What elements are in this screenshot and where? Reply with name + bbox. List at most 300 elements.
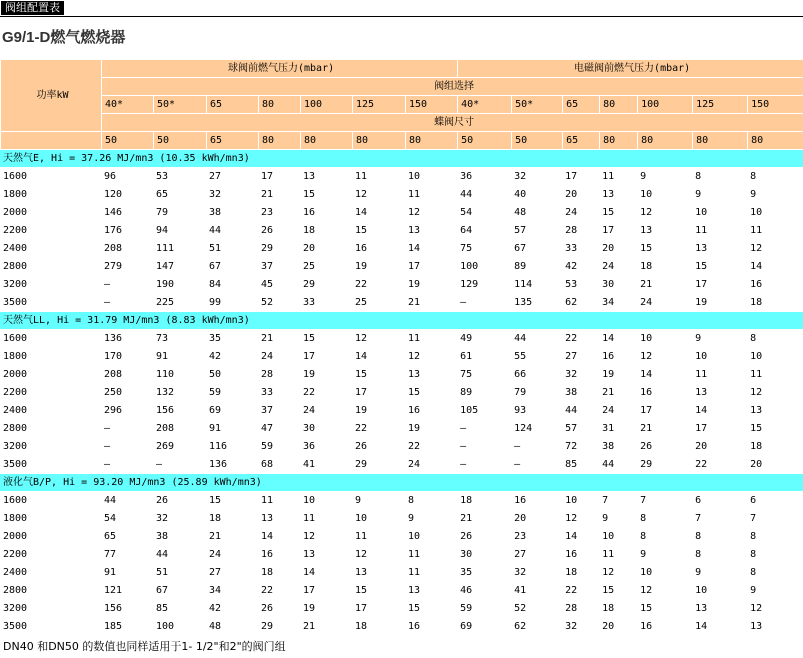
pressure-value-cell: 105 xyxy=(457,402,511,420)
pressure-value-cell: 10 xyxy=(692,348,747,366)
pressure-value-cell: 33 xyxy=(300,294,352,312)
pressure-value-cell: 57 xyxy=(562,420,599,438)
pressure-value-cell: 91 xyxy=(101,564,153,582)
pressure-value-cell: 20 xyxy=(562,186,599,204)
pressure-value-cell: 27 xyxy=(562,348,599,366)
pressure-value-cell: 12 xyxy=(637,348,692,366)
gas-section-row xyxy=(0,312,803,330)
pressure-value-cell: 13 xyxy=(300,168,352,186)
pressure-value-cell: 21 xyxy=(599,384,637,402)
table-row xyxy=(0,618,803,636)
pressure-value-cell: 8 xyxy=(747,546,803,564)
pressure-value-cell: 49 xyxy=(457,330,511,348)
pressure-value-cell: 136 xyxy=(206,456,258,474)
pressure-value-cell: 10 xyxy=(405,528,457,546)
pressure-value-cell: 120 xyxy=(101,186,153,204)
pressure-value-cell: 121 xyxy=(101,582,153,600)
table-row xyxy=(0,330,803,348)
pressure-value-cell: 21 xyxy=(206,528,258,546)
pressure-cell: 80 xyxy=(258,96,300,114)
pressure-value-cell: 279 xyxy=(101,258,153,276)
pressure-value-cell: 26 xyxy=(258,600,300,618)
pressure-value-cell: — xyxy=(457,294,511,312)
pressure-value-cell: 17 xyxy=(300,582,352,600)
pressure-value-cell: 10 xyxy=(637,186,692,204)
size-cell: 65 xyxy=(562,132,599,150)
pressure-value-cell: 100 xyxy=(153,618,206,636)
table-row xyxy=(0,168,803,186)
pressure-value-cell: 44 xyxy=(206,222,258,240)
pressure-value-cell: 48 xyxy=(511,204,562,222)
size-cell: 80 xyxy=(352,132,405,150)
pressure-value-cell: 17 xyxy=(352,600,405,618)
pressure-value-cell: 11 xyxy=(405,186,457,204)
pressure-value-cell: 22 xyxy=(562,582,599,600)
pressure-cell: 150 xyxy=(405,96,457,114)
pressure-value-cell: 94 xyxy=(153,222,206,240)
pressure-value-cell: 20 xyxy=(300,240,352,258)
pressure-value-cell: 32 xyxy=(206,186,258,204)
header-row-sizes xyxy=(0,132,803,150)
pressure-value-cell: 208 xyxy=(153,420,206,438)
pressure-value-cell: 15 xyxy=(599,582,637,600)
pressure-value-cell: 12 xyxy=(637,582,692,600)
pressure-value-cell: 7 xyxy=(637,492,692,510)
power-value-cell: 2800 xyxy=(0,258,101,276)
pressure-value-cell: 22 xyxy=(562,330,599,348)
pressure-value-cell: 44 xyxy=(153,546,206,564)
pressure-cell: 125 xyxy=(352,96,405,114)
pressure-value-cell: 13 xyxy=(692,384,747,402)
table-row xyxy=(0,420,803,438)
pressure-value-cell: 18 xyxy=(747,438,803,456)
pressure-value-cell: 42 xyxy=(562,258,599,276)
pressure-value-cell: 19 xyxy=(352,258,405,276)
pressure-value-cell: 38 xyxy=(153,528,206,546)
pressure-value-cell: — xyxy=(153,456,206,474)
pressure-value-cell: 67 xyxy=(511,240,562,258)
ball-valve-pressure-header: 球阀前燃气压力(mbar) xyxy=(101,60,457,78)
power-value-cell: 2400 xyxy=(0,402,101,420)
pressure-value-cell: 52 xyxy=(511,600,562,618)
pressure-value-cell: 35 xyxy=(206,330,258,348)
pressure-value-cell: 8 xyxy=(692,546,747,564)
pressure-value-cell: 72 xyxy=(562,438,599,456)
pressure-value-cell: 79 xyxy=(153,204,206,222)
pressure-value-cell: — xyxy=(457,456,511,474)
pressure-value-cell: 9 xyxy=(747,582,803,600)
pressure-value-cell: 15 xyxy=(352,366,405,384)
pressure-value-cell: 22 xyxy=(692,456,747,474)
table-row xyxy=(0,546,803,564)
pressure-value-cell: 20 xyxy=(747,456,803,474)
pressure-value-cell: 15 xyxy=(300,330,352,348)
pressure-value-cell: 12 xyxy=(562,510,599,528)
pressure-value-cell: 11 xyxy=(405,330,457,348)
pressure-value-cell: 19 xyxy=(692,294,747,312)
pressure-value-cell: 24 xyxy=(599,402,637,420)
pressure-value-cell: 13 xyxy=(599,186,637,204)
pressure-value-cell: 11 xyxy=(692,366,747,384)
pressure-value-cell: 16 xyxy=(562,546,599,564)
pressure-value-cell: 66 xyxy=(511,366,562,384)
pressure-value-cell: 7 xyxy=(747,510,803,528)
pressure-value-cell: 24 xyxy=(258,348,300,366)
power-value-cell: 1800 xyxy=(0,186,101,204)
pressure-value-cell: 41 xyxy=(511,582,562,600)
pressure-value-cell: 17 xyxy=(562,168,599,186)
pressure-value-cell: 21 xyxy=(457,510,511,528)
pressure-value-cell: 38 xyxy=(599,438,637,456)
pressure-value-cell: 10 xyxy=(747,348,803,366)
pressure-value-cell: 45 xyxy=(258,276,300,294)
size-cell: 80 xyxy=(692,132,747,150)
pressure-value-cell: 36 xyxy=(300,438,352,456)
pressure-value-cell: 15 xyxy=(637,240,692,258)
pressure-value-cell: 250 xyxy=(101,384,153,402)
pressure-value-cell: 30 xyxy=(300,420,352,438)
size-cell: 80 xyxy=(300,132,352,150)
pressure-cell: 65 xyxy=(206,96,258,114)
pressure-value-cell: 22 xyxy=(352,276,405,294)
pressure-value-cell: 8 xyxy=(637,510,692,528)
pressure-value-cell: 13 xyxy=(747,402,803,420)
power-value-cell: 3200 xyxy=(0,276,101,294)
size-cell: 65 xyxy=(206,132,258,150)
pressure-value-cell: 9 xyxy=(637,168,692,186)
pressure-value-cell: 29 xyxy=(258,240,300,258)
pressure-value-cell: 13 xyxy=(637,222,692,240)
table-row xyxy=(0,456,803,474)
pressure-value-cell: 13 xyxy=(300,546,352,564)
pressure-value-cell: 13 xyxy=(258,510,300,528)
pressure-value-cell: 59 xyxy=(206,384,258,402)
pressure-value-cell: 20 xyxy=(511,510,562,528)
pressure-value-cell: 135 xyxy=(511,294,562,312)
pressure-value-cell: 17 xyxy=(258,168,300,186)
power-value-cell: 2200 xyxy=(0,222,101,240)
table-row xyxy=(0,222,803,240)
pressure-value-cell: 21 xyxy=(637,420,692,438)
pressure-value-cell: — xyxy=(101,438,153,456)
pressure-value-cell: 16 xyxy=(637,384,692,402)
pressure-value-cell: 8 xyxy=(692,168,747,186)
pressure-value-cell: 12 xyxy=(405,204,457,222)
pressure-value-cell: 14 xyxy=(258,528,300,546)
table-row xyxy=(0,582,803,600)
pressure-value-cell: 99 xyxy=(206,294,258,312)
header-row-valve-select xyxy=(0,78,803,96)
pressure-value-cell: 54 xyxy=(457,204,511,222)
pressure-value-cell: 52 xyxy=(258,294,300,312)
power-value-cell: 2200 xyxy=(0,384,101,402)
pressure-value-cell: 64 xyxy=(457,222,511,240)
pressure-value-cell: 53 xyxy=(153,168,206,186)
table-row xyxy=(0,600,803,618)
pressure-value-cell: 46 xyxy=(457,582,511,600)
pressure-value-cell: 190 xyxy=(153,276,206,294)
pressure-value-cell: 79 xyxy=(511,384,562,402)
gas-section-row xyxy=(0,150,803,168)
power-value-cell: 2000 xyxy=(0,528,101,546)
power-value-cell: 1600 xyxy=(0,492,101,510)
pressure-value-cell: 146 xyxy=(101,204,153,222)
pressure-value-cell: 42 xyxy=(206,600,258,618)
pressure-value-cell: — xyxy=(457,438,511,456)
pressure-value-cell: 32 xyxy=(562,618,599,636)
pressure-value-cell: 14 xyxy=(562,528,599,546)
pressure-value-cell: 23 xyxy=(258,204,300,222)
pressure-value-cell: 13 xyxy=(405,366,457,384)
pressure-value-cell: 30 xyxy=(599,276,637,294)
power-value-cell: 2800 xyxy=(0,582,101,600)
pressure-value-cell: 10 xyxy=(300,492,352,510)
pressure-value-cell: 38 xyxy=(206,204,258,222)
pressure-value-cell: 9 xyxy=(692,186,747,204)
power-value-cell: 2400 xyxy=(0,240,101,258)
pressure-value-cell: 15 xyxy=(352,222,405,240)
pressure-value-cell: 20 xyxy=(692,438,747,456)
pressure-value-cell: 24 xyxy=(599,258,637,276)
section-tag: 阀组配置表 xyxy=(1,1,64,15)
pressure-value-cell: 42 xyxy=(206,348,258,366)
pressure-value-cell: 36 xyxy=(457,168,511,186)
pressure-value-cell: 24 xyxy=(206,546,258,564)
pressure-value-cell: 15 xyxy=(692,258,747,276)
pressure-value-cell: 9 xyxy=(599,510,637,528)
pressure-value-cell: 24 xyxy=(562,204,599,222)
pressure-value-cell: 170 xyxy=(101,348,153,366)
power-value-cell: 1800 xyxy=(0,348,101,366)
pressure-value-cell: 12 xyxy=(405,348,457,366)
pressure-value-cell: — xyxy=(101,456,153,474)
footnote: DN40 和DN50 的数值也同样适用于1- 1/2"和2"的阀门组 xyxy=(3,640,286,653)
pressure-value-cell: 6 xyxy=(747,492,803,510)
pressure-value-cell: 11 xyxy=(352,168,405,186)
pressure-value-cell: 48 xyxy=(206,618,258,636)
pressure-value-cell: 18 xyxy=(747,294,803,312)
gas-section-title: 天然气LL, Hi = 31.79 MJ/mn3 (8.83 kWh/mn3) xyxy=(0,312,803,330)
pressure-value-cell: 77 xyxy=(101,546,153,564)
pressure-value-cell: 11 xyxy=(599,168,637,186)
pressure-value-cell: 21 xyxy=(258,330,300,348)
pressure-value-cell: 34 xyxy=(599,294,637,312)
pressure-value-cell: 32 xyxy=(511,168,562,186)
pressure-value-cell: 10 xyxy=(747,204,803,222)
pressure-value-cell: 17 xyxy=(599,222,637,240)
pressure-value-cell: 15 xyxy=(747,420,803,438)
pressure-value-cell: 12 xyxy=(747,240,803,258)
pressure-value-cell: 68 xyxy=(258,456,300,474)
pressure-value-cell: 7 xyxy=(692,510,747,528)
power-value-cell: 3200 xyxy=(0,600,101,618)
pressure-value-cell: 17 xyxy=(352,384,405,402)
pressure-value-cell: 59 xyxy=(457,600,511,618)
pressure-value-cell: 26 xyxy=(637,438,692,456)
pressure-value-cell: 19 xyxy=(405,276,457,294)
pressure-value-cell: 29 xyxy=(258,618,300,636)
pressure-value-cell: 28 xyxy=(562,600,599,618)
pressure-value-cell: 96 xyxy=(101,168,153,186)
pressure-value-cell: 12 xyxy=(747,600,803,618)
pressure-value-cell: 23 xyxy=(511,528,562,546)
size-cell: 80 xyxy=(637,132,692,150)
pressure-value-cell: 13 xyxy=(747,618,803,636)
pressure-value-cell: 10 xyxy=(637,330,692,348)
pressure-value-cell: 12 xyxy=(352,546,405,564)
pressure-value-cell: 93 xyxy=(511,402,562,420)
pressure-value-cell: 156 xyxy=(153,402,206,420)
pressure-value-cell: 13 xyxy=(692,600,747,618)
pressure-value-cell: 14 xyxy=(692,618,747,636)
pressure-value-cell: 16 xyxy=(405,402,457,420)
pressure-cell: 50* xyxy=(153,96,206,114)
pressure-value-cell: 116 xyxy=(206,438,258,456)
gas-section-row xyxy=(0,474,803,492)
pressure-value-cell: 65 xyxy=(101,528,153,546)
pressure-value-cell: 24 xyxy=(637,294,692,312)
table-row xyxy=(0,528,803,546)
pressure-value-cell: 51 xyxy=(206,240,258,258)
pressure-value-cell: 9 xyxy=(405,510,457,528)
power-value-cell: 2800 xyxy=(0,420,101,438)
pressure-value-cell: 14 xyxy=(405,240,457,258)
top-divider xyxy=(0,16,803,17)
pressure-value-cell: 11 xyxy=(405,546,457,564)
power-header: 功率kW xyxy=(0,60,101,132)
pressure-value-cell: 156 xyxy=(101,600,153,618)
pressure-value-cell: 18 xyxy=(637,258,692,276)
pressure-value-cell: 22 xyxy=(300,384,352,402)
pressure-value-cell: 16 xyxy=(300,204,352,222)
pressure-value-cell: 18 xyxy=(457,492,511,510)
size-cell: 80 xyxy=(258,132,300,150)
power-value-cell: 2400 xyxy=(0,564,101,582)
pressure-value-cell: 16 xyxy=(258,546,300,564)
pressure-value-cell: 14 xyxy=(352,204,405,222)
pressure-value-cell: 34 xyxy=(206,582,258,600)
pressure-value-cell: 17 xyxy=(637,402,692,420)
gas-section-title: 液化气B/P, Hi = 93.20 MJ/mn3 (25.89 kWh/mn3) xyxy=(0,474,803,492)
pressure-value-cell: 44 xyxy=(511,330,562,348)
pressure-value-cell: 208 xyxy=(101,366,153,384)
pressure-value-cell: 9 xyxy=(692,564,747,582)
pressure-value-cell: 89 xyxy=(511,258,562,276)
pressure-value-cell: 69 xyxy=(457,618,511,636)
pressure-value-cell: 91 xyxy=(153,348,206,366)
pressure-value-cell: 185 xyxy=(101,618,153,636)
pressure-value-cell: — xyxy=(101,294,153,312)
table-row xyxy=(0,564,803,582)
pressure-cell: 100 xyxy=(637,96,692,114)
pressure-value-cell: 18 xyxy=(352,618,405,636)
pressure-value-cell: 12 xyxy=(352,186,405,204)
pressure-value-cell: 57 xyxy=(511,222,562,240)
pressure-value-cell: 10 xyxy=(692,582,747,600)
pressure-value-cell: 53 xyxy=(562,276,599,294)
pressure-value-cell: 14 xyxy=(300,564,352,582)
pressure-value-cell: 10 xyxy=(405,168,457,186)
size-blank-cell xyxy=(0,132,101,150)
pressure-value-cell: 26 xyxy=(352,438,405,456)
pressure-value-cell: 10 xyxy=(599,528,637,546)
pressure-value-cell: 7 xyxy=(599,492,637,510)
pressure-value-cell: 65 xyxy=(153,186,206,204)
pressure-value-cell: 132 xyxy=(153,384,206,402)
pressure-cell: 50* xyxy=(511,96,562,114)
table-row xyxy=(0,258,803,276)
pressure-value-cell: — xyxy=(511,456,562,474)
pressure-value-cell: 16 xyxy=(511,492,562,510)
pressure-value-cell: 9 xyxy=(747,186,803,204)
pressure-value-cell: 55 xyxy=(511,348,562,366)
pressure-value-cell: 27 xyxy=(206,564,258,582)
pressure-value-cell: 8 xyxy=(747,330,803,348)
pressure-value-cell: 8 xyxy=(747,564,803,582)
pressure-value-cell: 147 xyxy=(153,258,206,276)
pressure-value-cell: 35 xyxy=(457,564,511,582)
pressure-cell: 40* xyxy=(457,96,511,114)
pressure-value-cell: 22 xyxy=(258,582,300,600)
pressure-value-cell: 9 xyxy=(637,546,692,564)
pressure-value-cell: 111 xyxy=(153,240,206,258)
pressure-value-cell: 21 xyxy=(637,276,692,294)
pressure-value-cell: 15 xyxy=(637,600,692,618)
pressure-value-cell: 40 xyxy=(511,186,562,204)
pressure-value-cell: 85 xyxy=(562,456,599,474)
pressure-cell: 40* xyxy=(101,96,153,114)
pressure-value-cell: 62 xyxy=(511,618,562,636)
pressure-value-cell: 11 xyxy=(300,510,352,528)
pressure-value-cell: 11 xyxy=(405,564,457,582)
pressure-value-cell: 73 xyxy=(153,330,206,348)
pressure-value-cell: 10 xyxy=(692,204,747,222)
table-row xyxy=(0,438,803,456)
power-value-cell: 2000 xyxy=(0,366,101,384)
pressure-value-cell: 25 xyxy=(300,258,352,276)
pressure-value-cell: 15 xyxy=(599,204,637,222)
pressure-value-cell: 13 xyxy=(692,240,747,258)
table-row xyxy=(0,384,803,402)
size-cell: 50 xyxy=(101,132,153,150)
pressure-value-cell: 136 xyxy=(101,330,153,348)
pressure-value-cell: 59 xyxy=(258,438,300,456)
pressure-value-cell: 26 xyxy=(258,222,300,240)
pressure-value-cell: 10 xyxy=(637,564,692,582)
pressure-value-cell: 19 xyxy=(300,600,352,618)
size-cell: 80 xyxy=(747,132,803,150)
pressure-value-cell: 62 xyxy=(562,294,599,312)
pressure-value-cell: 296 xyxy=(101,402,153,420)
pressure-value-cell: 10 xyxy=(562,492,599,510)
power-value-cell: 1600 xyxy=(0,330,101,348)
pressure-value-cell: 11 xyxy=(747,366,803,384)
size-cell: 50 xyxy=(153,132,206,150)
pressure-cell: 125 xyxy=(692,96,747,114)
pressure-value-cell: 6 xyxy=(692,492,747,510)
pressure-value-cell: 91 xyxy=(206,420,258,438)
pressure-value-cell: 8 xyxy=(637,528,692,546)
pressure-value-cell: 19 xyxy=(300,366,352,384)
power-value-cell: 1800 xyxy=(0,510,101,528)
pressure-value-cell: 13 xyxy=(405,222,457,240)
pressure-value-cell: 61 xyxy=(457,348,511,366)
pressure-value-cell: 19 xyxy=(405,420,457,438)
pressure-value-cell: 124 xyxy=(511,420,562,438)
pressure-value-cell: 12 xyxy=(352,330,405,348)
pressure-value-cell: 32 xyxy=(562,366,599,384)
top-bar xyxy=(0,0,803,18)
